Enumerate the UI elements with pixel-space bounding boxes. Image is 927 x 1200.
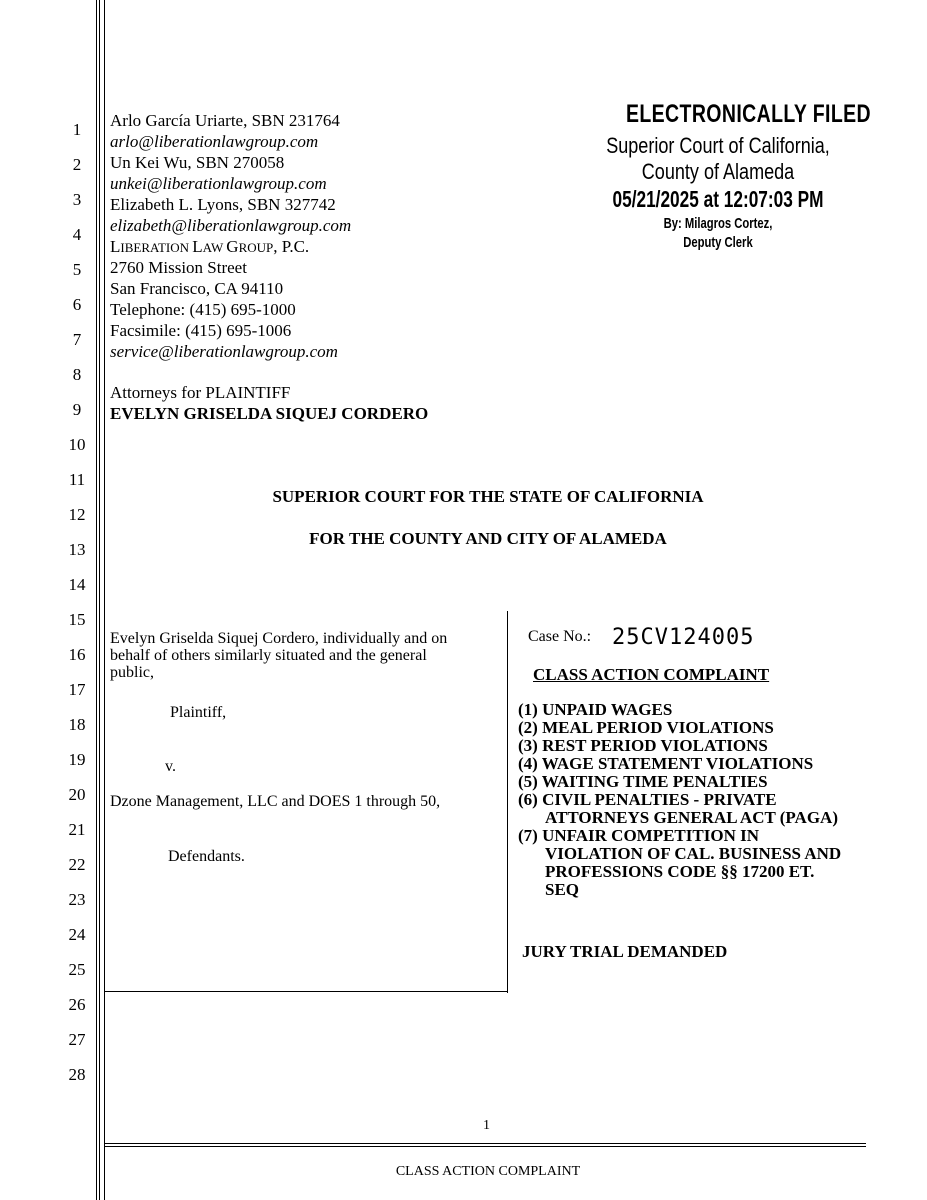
- line-number: 25: [68, 960, 86, 979]
- line-number: 28: [68, 1065, 86, 1084]
- line-number: 2: [72, 155, 82, 174]
- caption-divider: [507, 611, 508, 993]
- case-number-label: Case No.:: [528, 628, 592, 645]
- plaintiff-caption-line-2: behalf of others similarly situated and the general: [110, 647, 427, 664]
- firm-street: 2760 Mission Street: [110, 258, 247, 277]
- stamp-county: County of Alameda: [641, 159, 795, 184]
- cause-of-action-cont: SEQ: [545, 880, 580, 899]
- line-number: 27: [68, 1030, 86, 1049]
- cause-of-action: (2) MEAL PERIOD VIOLATIONS: [518, 718, 774, 737]
- line-number: 9: [72, 400, 82, 419]
- attorney-3-name: Elizabeth L. Lyons, SBN 327742: [110, 195, 336, 214]
- document-title: CLASS ACTION COMPLAINT: [533, 665, 770, 684]
- cause-of-action-cont: PROFESSIONS CODE §§ 17200 ET.: [545, 862, 815, 881]
- line-number: 10: [68, 435, 86, 454]
- line-number: 12: [68, 505, 86, 524]
- line-number: 8: [72, 365, 82, 384]
- attorney-1-name: Arlo García Uriarte, SBN 231764: [110, 111, 340, 130]
- firm-city: San Francisco, CA 94110: [110, 279, 284, 298]
- footer-rule-2: [105, 1146, 866, 1147]
- firm-telephone: Telephone: (415) 695-1000: [110, 300, 296, 319]
- cause-of-action: (7) UNFAIR COMPETITION IN: [518, 826, 759, 845]
- footer-rule: [105, 1143, 866, 1144]
- firm-part: L: [110, 237, 121, 256]
- line-number: 14: [68, 575, 86, 594]
- line-number: 5: [72, 260, 82, 279]
- page-number: 1: [483, 1118, 490, 1133]
- cause-of-action: (3) REST PERIOD VIOLATIONS: [518, 736, 768, 755]
- left-margin-rule: [96, 0, 97, 1200]
- firm-part: ROUP: [238, 240, 274, 255]
- plaintiff-name-heading: EVELYN GRISELDA SIQUEJ CORDERO: [110, 404, 429, 423]
- cause-of-action-cont: VIOLATION OF CAL. BUSINESS AND: [545, 844, 842, 863]
- stamp-datetime: 05/21/2025 at 12:07:03 PM: [612, 186, 824, 212]
- plaintiff-label: Plaintiff,: [170, 704, 227, 721]
- defendant-caption: Dzone Management, LLC and DOES 1 through 50,: [110, 793, 441, 810]
- firm-part: IBERATION: [120, 240, 193, 255]
- line-number: 19: [68, 750, 86, 769]
- stamp-clerk: By: Milagros Cortez,: [663, 215, 773, 232]
- court-title-line-2: FOR THE COUNTY AND CITY OF ALAMEDA: [309, 529, 667, 548]
- line-number: 21: [68, 820, 86, 839]
- stamp-title: ELECTRONICALLY FILED: [625, 100, 872, 128]
- footer-title: CLASS ACTION COMPLAINT: [395, 1164, 581, 1179]
- causes-of-action: [518, 701, 841, 899]
- cause-of-action: (4) WAGE STATEMENT VIOLATIONS: [518, 754, 814, 773]
- firm-part: L: [192, 237, 203, 256]
- line-number: 20: [68, 785, 86, 804]
- plaintiff-caption-line-3: public,: [110, 664, 154, 681]
- line-number: 15: [68, 610, 86, 629]
- left-margin-rule-2: [99, 0, 100, 1200]
- line-number: 6: [72, 295, 82, 314]
- attorney-1-email[interactable]: arlo@liberationlawgroup.com: [110, 132, 319, 151]
- line-number: 16: [68, 645, 86, 664]
- jury-demand: JURY TRIAL DEMANDED: [522, 942, 728, 961]
- line-number: 23: [68, 890, 86, 909]
- line-number: 1: [72, 120, 82, 139]
- line-number: 18: [68, 715, 86, 734]
- attorney-3-email[interactable]: elizabeth@liberationlawgroup.com: [110, 216, 352, 235]
- line-number: 22: [68, 855, 86, 874]
- line-number: 26: [68, 995, 86, 1014]
- case-number: 25CV124005: [612, 625, 755, 650]
- line-number: 11: [68, 470, 86, 489]
- plaintiff-caption-line-1: Evelyn Griselda Siquej Cordero, individually and on: [110, 630, 448, 647]
- law-firm-name: [110, 237, 309, 257]
- line-number: 7: [72, 330, 82, 349]
- cause-of-action: (5) WAITING TIME PENALTIES: [518, 772, 768, 791]
- line-number: 24: [68, 925, 86, 944]
- firm-part: AW: [202, 240, 227, 255]
- court-title-line-1: SUPERIOR COURT FOR THE STATE OF CALIFORNIA: [272, 487, 704, 506]
- line-number: 13: [68, 540, 86, 559]
- defendant-label: Defendants.: [168, 848, 245, 865]
- cause-of-action: (6) CIVIL PENALTIES - PRIVATE: [518, 790, 777, 809]
- attorney-2-name: Un Kei Wu, SBN 270058: [110, 153, 285, 172]
- firm-facsimile: Facsimile: (415) 695-1006: [110, 321, 292, 340]
- cause-of-action-cont: ATTORNEYS GENERAL ACT (PAGA): [545, 808, 838, 827]
- line-number: 3: [72, 190, 82, 209]
- versus: v.: [165, 758, 176, 775]
- firm-part: , P.C.: [273, 237, 310, 256]
- left-margin-rule-3: [104, 0, 105, 1200]
- line-number: 4: [72, 225, 82, 244]
- attorney-2-email[interactable]: unkei@liberationlawgroup.com: [110, 174, 327, 193]
- cause-of-action: (1) UNPAID WAGES: [518, 700, 673, 719]
- stamp-clerk-role: Deputy Clerk: [683, 234, 753, 251]
- caption-bottom-rule: [105, 991, 508, 992]
- service-email[interactable]: service@liberationlawgroup.com: [110, 342, 338, 361]
- firm-part: G: [226, 237, 239, 256]
- attorneys-for: Attorneys for PLAINTIFF: [110, 383, 291, 402]
- line-number: 17: [68, 680, 86, 699]
- stamp-court: Superior Court of California,: [606, 133, 830, 158]
